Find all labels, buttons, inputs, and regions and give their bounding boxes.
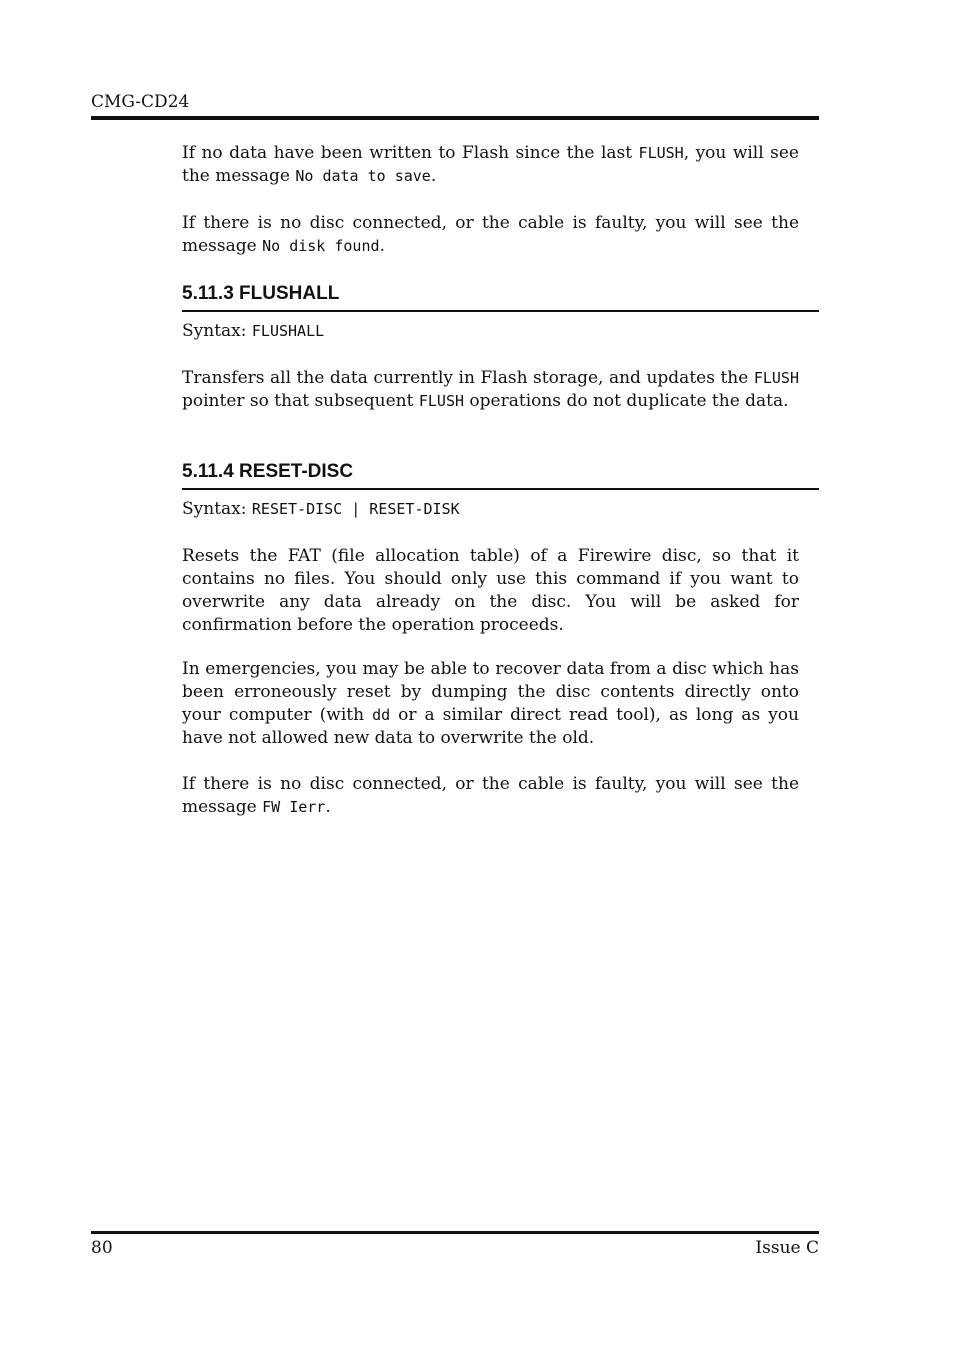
paragraph-fw-ierr: If there is no disc connected, or the cable is faulty, you will see the message FW Ierr.	[182, 774, 799, 817]
header-rule	[91, 116, 819, 120]
paragraph-emergencies: In emergencies, you may be able to recover data from a disc which has been erroneously reset by dumping the disc contents directly onto your computer (with dd or a similar direct read tool), as long as you have not allowed new data to overwrite the old.	[182, 659, 799, 748]
paragraph-no-disk: If there is no disc connected, or the cable is faulty, you will see the message No disk found.	[182, 213, 799, 256]
section-heading-flushall: 5.11.3 FLUSHALL	[182, 283, 340, 304]
paragraph-reset-desc: Resets the FAT (file allocation table) of a Firewire disc, so that it contains no files. You should only use this command if you want to overwrite any data already on the disc. You will be asked for confirmation before the operation proceeds.	[182, 546, 799, 635]
section-heading-reset-disc: 5.11.4 RESET-DISC	[182, 461, 354, 482]
page-number: 80	[91, 1238, 113, 1258]
syntax-reset-disc: Syntax: RESET-DISC | RESET-DISK	[182, 499, 460, 519]
section-rule	[182, 310, 819, 312]
paragraph-flushall-desc: Transfers all the data currently in Flash storage, and updates the FLUSH pointer so that subsequent FLUSH operations do not duplicate the data.	[182, 368, 799, 411]
header-title: CMG-CD24	[91, 92, 190, 112]
footer-rule	[91, 1231, 819, 1234]
syntax-flushall: Syntax: FLUSHALL	[182, 321, 325, 341]
paragraph-flush-no-data: If no data have been written to Flash since the last FLUSH, you will see the message No data to save.	[182, 143, 799, 186]
section-rule	[182, 488, 819, 490]
issue-label: Issue C	[755, 1238, 819, 1258]
